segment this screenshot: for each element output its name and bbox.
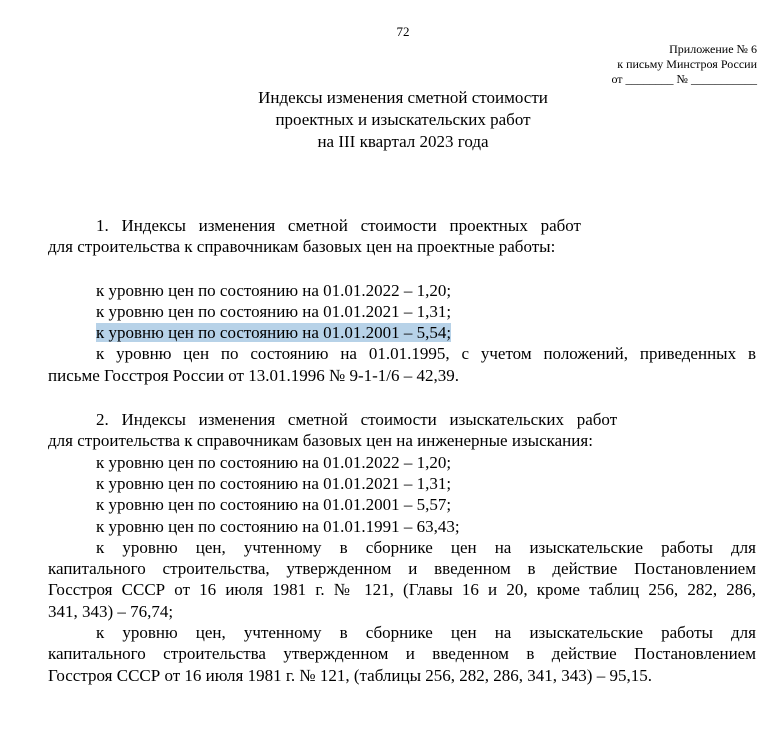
page-number: 72 <box>396 24 410 39</box>
list-item: к уровню цен по состоянию на 01.01.2021 – 1,31; <box>96 473 452 493</box>
paragraph-line: к уровню цен, учтенному в сборнике цен на изыскательские работы для <box>96 537 756 557</box>
list-item: к уровню цен по состоянию на 01.01.2021 – 1,31; <box>96 301 452 321</box>
section-1-heading-line: для строительства к справочникам базовых цен на проектные работы: <box>48 237 556 257</box>
paragraph-1981-tables <box>48 622 756 665</box>
appendix-title: Приложение № 6 <box>669 42 757 56</box>
section-2-heading-line: 2. Индексы изменения сметной стоимости изыскательских работ <box>96 410 618 430</box>
appendix-note <box>611 42 757 87</box>
paragraph-line: Госстроя СССР от 16 июля 1981 г. № 121, (таблицы 256, 282, 286, 341, 343) – 95,15. <box>48 665 652 685</box>
list-item: к уровню цен по состоянию на 01.01.1991 – 63,43; <box>96 516 460 536</box>
section-1 <box>48 215 756 386</box>
title-line: Индексы изменения сметной стоимости <box>258 88 548 107</box>
list-item: к уровню цен по состоянию на 01.01.2022 – 1,20; <box>96 452 452 472</box>
appendix-letter-ref: к письму Минстроя России <box>617 57 757 71</box>
appendix-date-number: от ________ № ___________ <box>611 72 757 86</box>
paragraph-line: Госстроя СССР от 16 июля 1981 г. № 121, (Главы 16 и 20, кроме таблиц 256, 282, 286, <box>48 580 756 600</box>
paragraph-1981-chapters <box>48 537 756 601</box>
title-line: на III квартал 2023 года <box>317 132 489 151</box>
list-item: письме Госстроя России от 13.01.1996 № 9-1-1/6 – 42,39. <box>48 365 459 385</box>
title-line: проектных и изыскательских работ <box>275 110 531 129</box>
document-body <box>48 215 756 686</box>
paragraph-line: к уровню цен, учтенному в сборнике цен на изыскательские работы для <box>96 623 756 643</box>
paragraph-line: 341, 343) – 76,74; <box>48 601 174 621</box>
list-item: к уровню цен по состоянию на 01.01.2001 – 5,57; <box>96 495 452 515</box>
list-item: к уровню цен по состоянию на 01.01.1995, с учетом положений, приведенных в <box>96 344 756 364</box>
document-title <box>0 87 780 153</box>
section-2 <box>48 409 756 686</box>
paragraph-line: капитального строительства утвержденном и введенном в действие Постановлением <box>48 644 756 664</box>
selected-text[interactable]: к уровню цен по состоянию на 01.01.2001 – 5,54; <box>96 323 452 343</box>
list-item-highlighted[interactable] <box>48 322 756 343</box>
section-1-heading-line: 1. Индексы изменения сметной стоимости проектных работ <box>96 216 581 235</box>
section-2-heading-line: для строительства к справочникам базовых цен на инженерные изыскания: <box>48 431 593 451</box>
paragraph-line: капитального строительства, утвержденном и введенном в действие Постановлением <box>48 559 756 579</box>
section-1-heading <box>48 215 756 236</box>
list-item: к уровню цен по состоянию на 01.01.2022 – 1,20; <box>96 280 452 300</box>
